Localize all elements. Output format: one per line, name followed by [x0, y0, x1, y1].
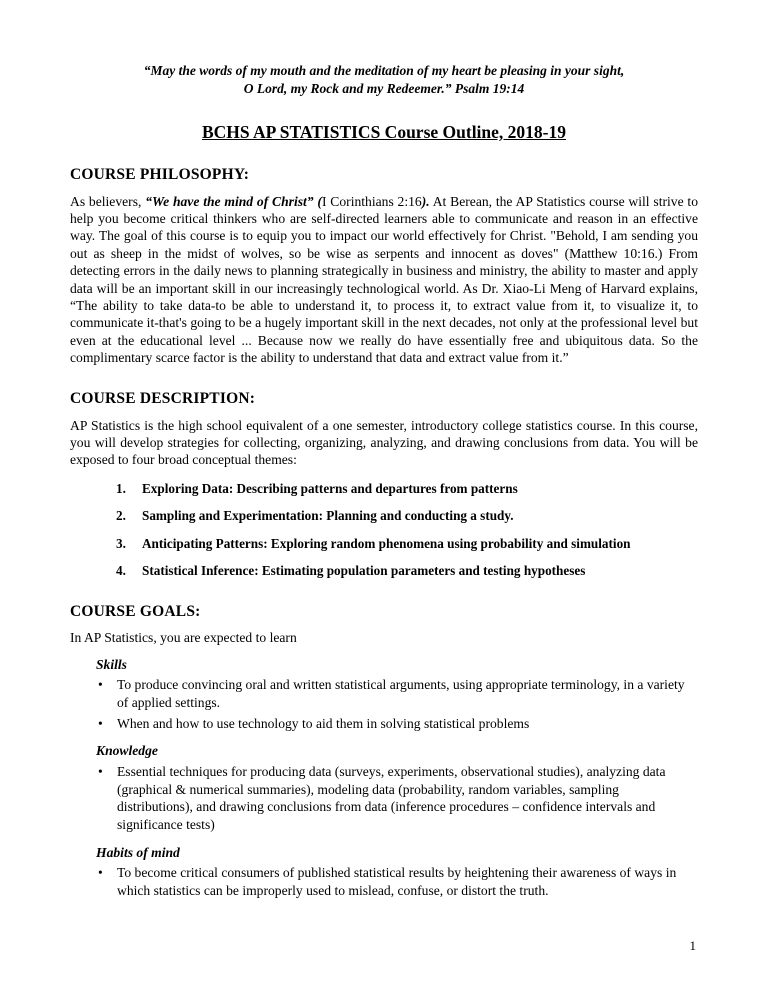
theme-item [116, 481, 698, 498]
theme-text: Statistical Inference: Estimating population parameters and testing hypotheses [142, 563, 586, 579]
bullet-item: • To produce convincing oral and written statistical arguments, using appropriate terminology, in a variety of applied settings. [96, 676, 698, 711]
philosophy-heading: COURSE PHILOSOPHY: [70, 165, 250, 183]
theme-number: 3. [116, 535, 126, 551]
goals-heading: COURSE GOALS: [70, 602, 201, 620]
theme-number: 4. [116, 563, 126, 579]
goals-intro: In AP Statistics, you are expected to learn [70, 629, 297, 645]
philosophy-seg-3: I Corinthians 2:16 [321, 193, 422, 209]
description-heading: COURSE DESCRIPTION: [70, 389, 256, 407]
conceptual-themes-list [116, 481, 698, 580]
philosophy-seg-4: ). [421, 193, 430, 209]
philosophy-seg-2: “We have the mind of Christ” ( [145, 193, 322, 209]
habits-bullet-list [96, 864, 698, 899]
document-title-text: BCHS AP STATISTICS Course Outline, 2018-19 [201, 121, 566, 142]
theme-text: Exploring Data: Describing patterns and departures from patterns [142, 480, 518, 496]
document-title [70, 122, 698, 143]
theme-text: Sampling and Experimentation: Planning and conducting a study. [142, 508, 514, 524]
philosophy-paragraph [70, 193, 698, 367]
page-number: 1 [689, 938, 696, 953]
goals-subheading-skills: Skills [96, 656, 127, 672]
goals-subheading-habits: Habits of mind [96, 844, 180, 860]
bullet-item: • When and how to use technology to aid them in solving statistical problems [96, 715, 698, 733]
skills-bullet-list [96, 676, 698, 732]
goals-subheading-knowledge: Knowledge [96, 743, 158, 759]
epigraph-line-1: “May the words of my mouth and the meditation of my heart be pleasing in your sight, [143, 63, 625, 78]
theme-number: 1. [116, 480, 126, 496]
philosophy-seg-1: As believers, [70, 193, 146, 209]
theme-item [116, 508, 698, 525]
bullet-item: • Essential techniques for producing data (surveys, experiments, observational studies), analyzing data (graphical & numerical summaries), modeling data (probability, random variables, sampling distributions), and drawing conclusions from data (inference procedures – confidence intervals and significance tests) [96, 763, 698, 834]
bullet-item: • To become critical consumers of published statistical results by heightening their awareness of ways in which statistics can be improperly used to mislead, confuse, or distort the truth. [96, 864, 698, 899]
epigraph-line-2: O Lord, my Rock and my Redeemer.” Psalm 19:14 [243, 80, 525, 96]
description-paragraph: AP Statistics is the high school equivalent of a one semester, introductory college statistics course. In this course, you will develop strategies for collecting, organizing, analyzing, and drawing conclusions from data. You will be exposed to four broad conceptual themes: [70, 417, 698, 468]
theme-text: Anticipating Patterns: Exploring random phenomena using probability and simulation [142, 535, 631, 551]
theme-item [116, 536, 698, 553]
theme-number: 2. [116, 508, 126, 524]
theme-item [116, 563, 698, 580]
epigraph [70, 62, 698, 98]
philosophy-seg-5: At Berean, the AP Statistics course will strive to help you become critical thinkers who are self-directed learners able to communicate and reason in an effective way. The goal of this course is to equip you to impact our world effectively for Christ. "Behold, I am sending you out as sheep in the midst of wolves, so be wise as serpents and innocent as doves" (Matthew 10:16.) From detecting errors in the daily news to planning strategically in business and ministry, the ability to master and apply data will be an important skill in our increasingly technological world. As Dr. Xiao-Li Meng of Harvard explains, “The ability to take data-to be able to understand it, to process it, to extract value from it, to visualize it, to communicate it-that's going to be a hugely important skill in the next decades, not only at the professional level but even at the educational level ... Because now we really do have essentially free and ubiquitous data. So the complimentary scarce factor is the ability to understand that data and extract value from it.” [70, 193, 698, 366]
knowledge-bullet-list [96, 763, 698, 834]
